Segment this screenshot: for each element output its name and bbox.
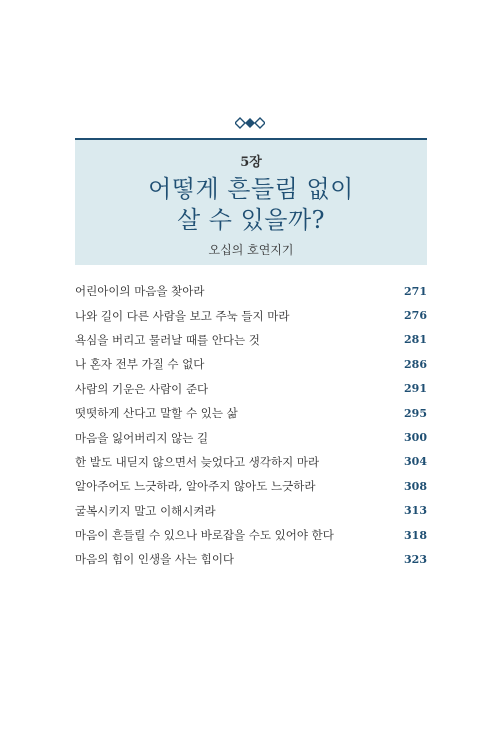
toc-item-title: 굴복시키지 말고 이해시켜라 xyxy=(75,503,216,518)
chapter-subtitle: 오십의 호연지기 xyxy=(208,243,294,257)
toc-item-title: 마음이 흔들릴 수 있으나 바로잡을 수도 있어야 한다 xyxy=(75,528,334,543)
toc-item-title: 마음을 잃어버리지 않는 길 xyxy=(75,430,209,445)
toc-item[interactable] xyxy=(75,352,427,376)
toc-item[interactable] xyxy=(75,328,427,352)
toc-item-page: 281 xyxy=(404,333,427,347)
toc-item[interactable] xyxy=(75,401,427,425)
toc-item-page: 300 xyxy=(404,431,427,445)
chapter-title xyxy=(75,174,427,236)
toc-item[interactable] xyxy=(75,377,427,401)
chapter-title-line-2: 살 수 있을까? xyxy=(176,206,326,234)
toc-item-title: 나 혼자 전부 가질 수 없다 xyxy=(75,357,205,372)
toc-item-title: 나와 길이 다른 사람을 보고 주눅 들지 마라 xyxy=(75,308,290,323)
toc-item-page: 276 xyxy=(404,309,427,323)
toc-item-page: 295 xyxy=(404,406,427,420)
toc-item-title: 한 발도 내딛지 않으면서 늦었다고 생각하지 마라 xyxy=(75,454,320,469)
toc-item-title: 알아주어도 느긋하라, 알아주지 않아도 느긋하라 xyxy=(75,479,316,494)
toc-item[interactable] xyxy=(75,547,427,571)
toc-item[interactable] xyxy=(75,279,427,303)
toc-item-page: 318 xyxy=(404,528,427,542)
diamond-ornament-icon xyxy=(0,116,500,130)
toc-item[interactable] xyxy=(75,303,427,327)
toc-item[interactable] xyxy=(75,474,427,498)
toc-item[interactable] xyxy=(75,425,427,449)
chapter-header xyxy=(75,138,427,265)
toc-item-title: 욕심을 버리고 물러날 때를 안다는 것 xyxy=(75,332,260,347)
toc-item-page: 313 xyxy=(404,504,427,518)
toc-item-title: 사람의 기운은 사람이 준다 xyxy=(75,381,209,396)
toc-item-page: 271 xyxy=(404,284,427,298)
toc-item-page: 291 xyxy=(404,382,427,396)
toc-item-page: 323 xyxy=(404,552,427,566)
toc-item-page: 304 xyxy=(404,455,427,469)
toc-item-title: 어린아이의 마음을 찾아라 xyxy=(75,284,205,299)
toc-item-page: 286 xyxy=(404,357,427,371)
toc-item[interactable] xyxy=(75,499,427,523)
table-of-contents xyxy=(75,279,427,572)
toc-item[interactable] xyxy=(75,450,427,474)
toc-item-title: 떳떳하게 산다고 말할 수 있는 삶 xyxy=(75,406,238,421)
toc-item[interactable] xyxy=(75,523,427,547)
chapter-number: 5장 xyxy=(240,155,262,170)
toc-item-page: 308 xyxy=(404,479,427,493)
chapter-title-line-1: 어떻게 흔들림 없이 xyxy=(148,175,354,203)
toc-item-title: 마음의 힘이 인생을 사는 힘이다 xyxy=(75,552,235,567)
